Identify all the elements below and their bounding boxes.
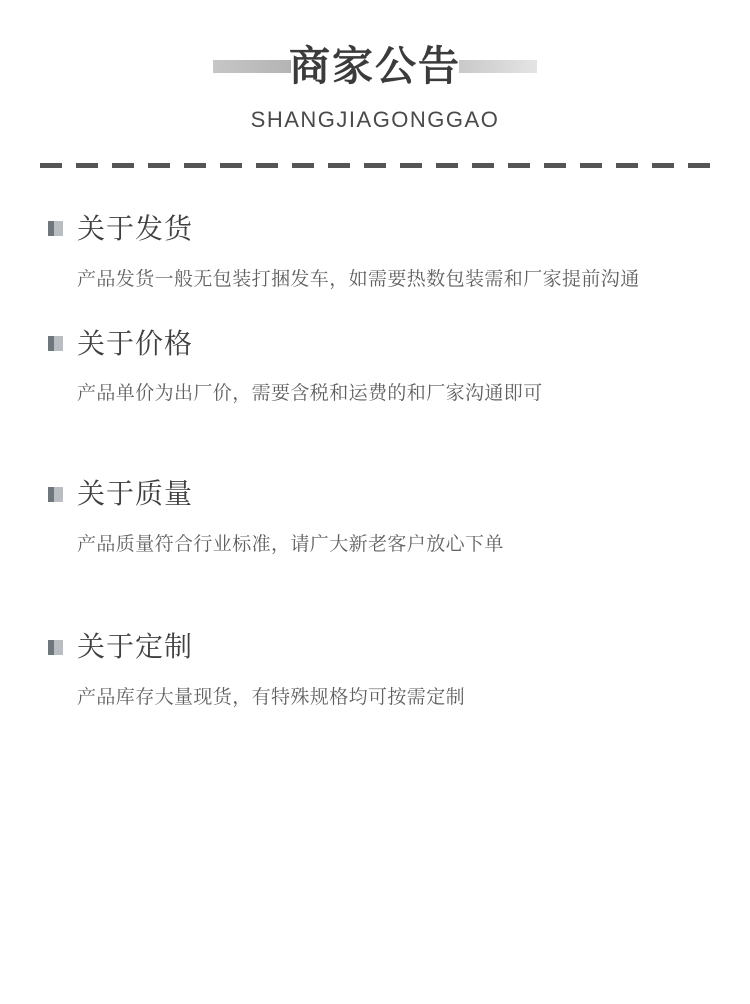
section-body: 产品库存大量现货，有特殊规格均可按需定制 bbox=[77, 686, 466, 708]
section-body: 产品质量符合行业标准，请广大新老客户放心下单 bbox=[77, 534, 504, 556]
section-shipping bbox=[40, 212, 710, 297]
section-list bbox=[40, 212, 710, 715]
section-header bbox=[40, 327, 710, 361]
section-header bbox=[40, 212, 710, 246]
square-bullet-icon bbox=[48, 487, 63, 502]
section-title: 关于定制 bbox=[77, 631, 194, 663]
section-customization bbox=[40, 630, 710, 715]
page-title: 商家公告 bbox=[289, 43, 461, 89]
section-title: 关于价格 bbox=[77, 327, 194, 359]
title-decoration-left bbox=[213, 60, 291, 73]
section-body: 产品单价为出厂价，需要含税和运费的和厂家沟通即可 bbox=[77, 383, 543, 405]
page-subtitle: SHANGJIAGONGGAO bbox=[250, 107, 500, 132]
section-title: 关于发货 bbox=[77, 213, 194, 244]
dashed-divider bbox=[40, 163, 710, 168]
section-quality bbox=[40, 477, 710, 562]
title-decoration-right bbox=[459, 60, 537, 73]
page-header bbox=[40, 0, 710, 133]
section-header bbox=[40, 477, 710, 511]
square-bullet-icon bbox=[48, 336, 63, 351]
section-header bbox=[40, 630, 710, 664]
square-bullet-icon bbox=[48, 640, 63, 655]
section-price bbox=[40, 327, 710, 412]
section-body: 产品发货一般无包装打捆发车，如需要热数包装需和厂家提前沟通 bbox=[77, 268, 640, 290]
section-title: 关于质量 bbox=[77, 478, 194, 510]
square-bullet-icon bbox=[48, 221, 63, 236]
title-row bbox=[40, 43, 710, 89]
